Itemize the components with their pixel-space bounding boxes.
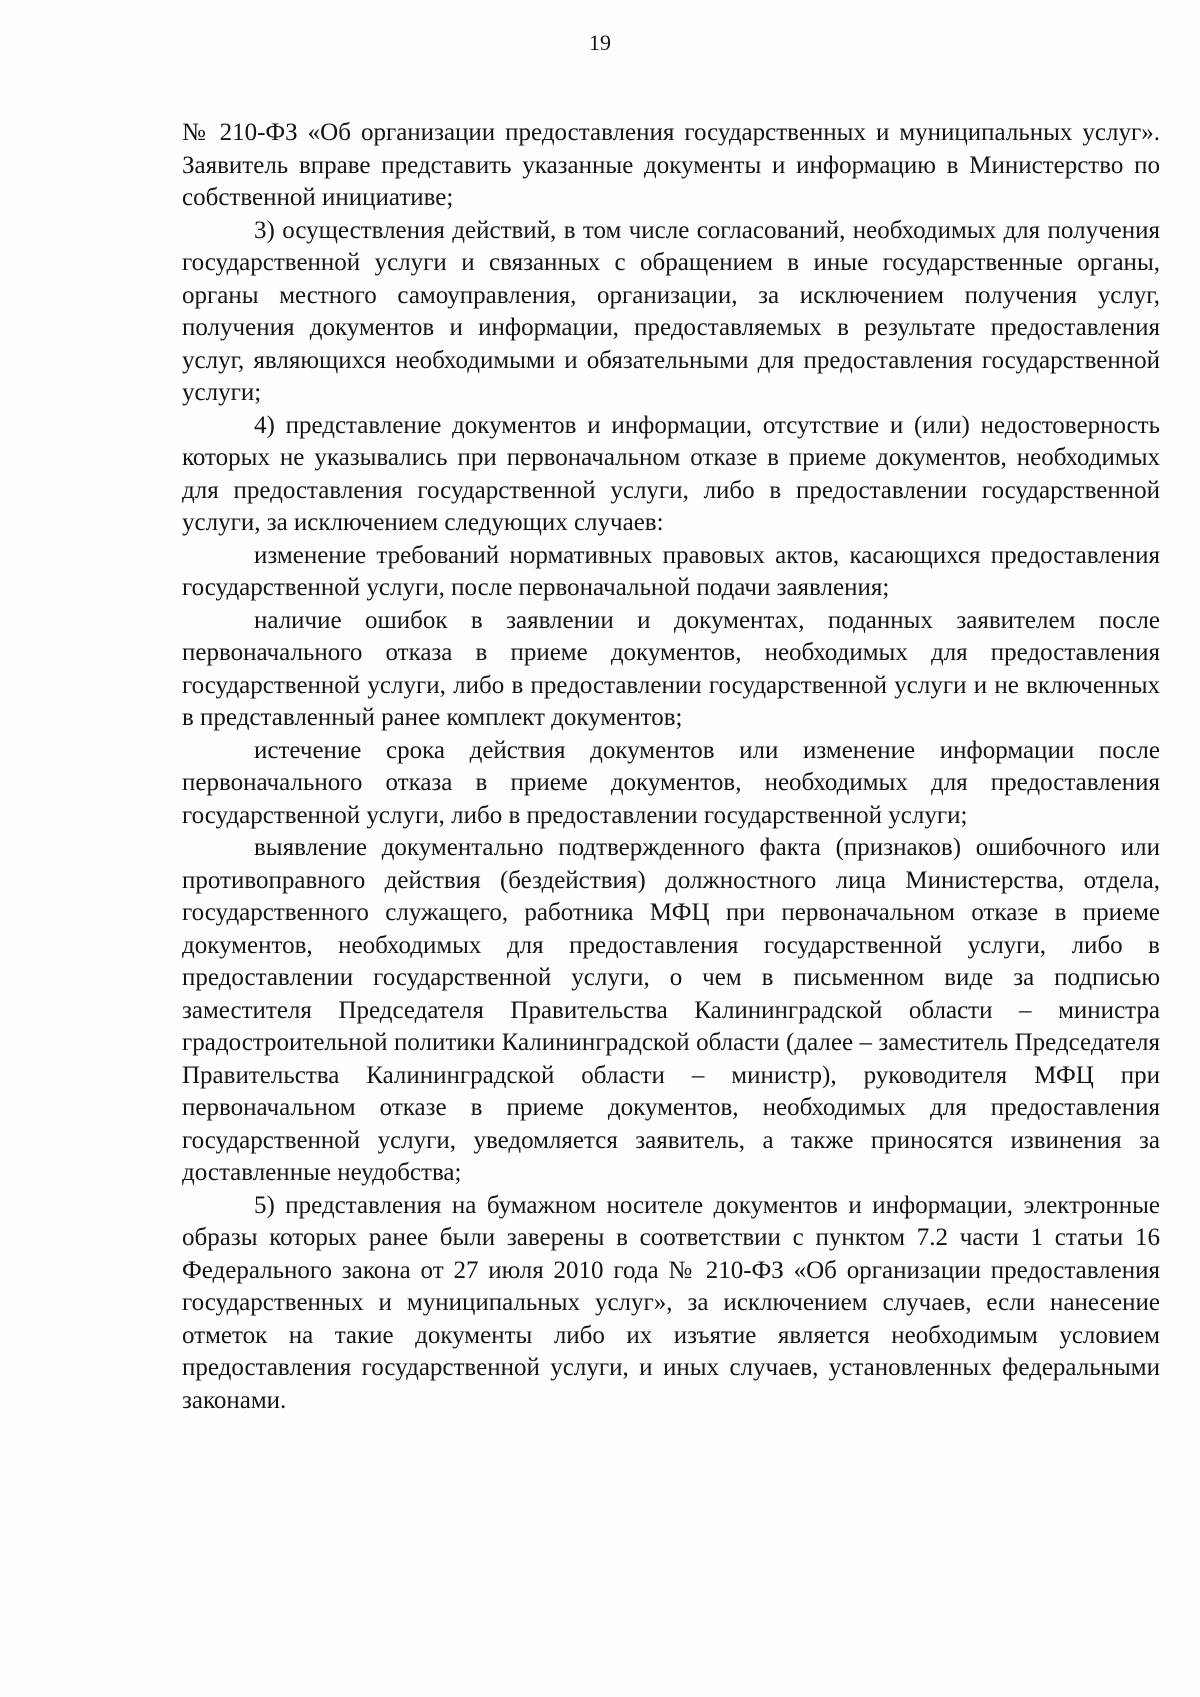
paragraph-item-5: 5) представления на бумажном носителе документов и информации, электронные образы которых ранее были заверены в соответствии с пунктом 7.2 части 1 статьи 16 Федерального закона от 27 июля 2010 года № 210-ФЗ «Об организации предоставления государственных и муниципальных услуг», за исключением случаев, если нанесение отметок на такие документы либо их изъятие является необходимым условием предоставления государственной услуги, и иных случаев, установленных федеральными законами.: [182, 1191, 1160, 1414]
paragraph-case-requirements-change: изменение требований нормативных правовых актов, касающихся предоставления государственной услуги, после первоначальной подачи заявления;: [182, 541, 1160, 601]
paragraph-case-misconduct: выявление документально подтвержденного факта (признаков) ошибочного или противоправного действия (бездействия) должностного лица Министерства, отдела, государственного служащего, работника МФЦ при первоначальном отказе в приеме документов, необходимых для предоставления государственной услуги, либо в предоставлении государственной услуги, о чем в письменном виде за подписью заместителя Председателя Правительства Калининградской области – министра градостроительной политики Калининградской области (далее – заместитель Председателя Правительства Калининградской области – министр), руководителя МФЦ при первоначальном отказе в приеме документов, необходимых для предоставления государственной услуги, уведомляется заявитель, а также приносятся извинения за доставленные неудобства;: [182, 834, 1160, 1186]
page-number: 19: [589, 30, 611, 55]
paragraph-continuation: № 210-ФЗ «Об организации предоставления государственных и муниципальных услуг». Заявитель вправе представить указанные документы и информацию в Министерство по собственной инициативе;: [182, 119, 1160, 211]
paragraph-item-4: 4) представление документов и информации, отсутствие и (или) недостоверность которых не указывались при первоначальном отказе в приеме документов, необходимых для предоставления государственной услуги, либо в предоставлении государственной услуги, за исключением следующих случаев:: [182, 411, 1160, 536]
paragraph-case-errors: наличие ошибок в заявлении и документах, поданных заявителем после первоначального отказа в приеме документов, необходимых для предоставления государственной услуги, либо в предоставлении государственной услуги и не включенных в представленный ранее комплект документов;: [182, 606, 1160, 731]
document-body: [182, 117, 1160, 1417]
paragraph-item-3: 3) осуществления действий, в том числе согласований, необходимых для получения государственной услуги и связанных с обращением в иные государственные органы, органы местного самоуправления, организации, за исключением получения услуг, получения документов и информации, предоставляемых в результате предоставления услуг, являющихся необходимыми и обязательными для предоставления государственной услуги;: [182, 216, 1160, 406]
paragraph-case-expiry: истечение срока действия документов или изменение информации после первоначального отказа в приеме документов, необходимых для предоставления государственной услуги, либо в предоставлении государственной услуги;: [182, 736, 1160, 829]
